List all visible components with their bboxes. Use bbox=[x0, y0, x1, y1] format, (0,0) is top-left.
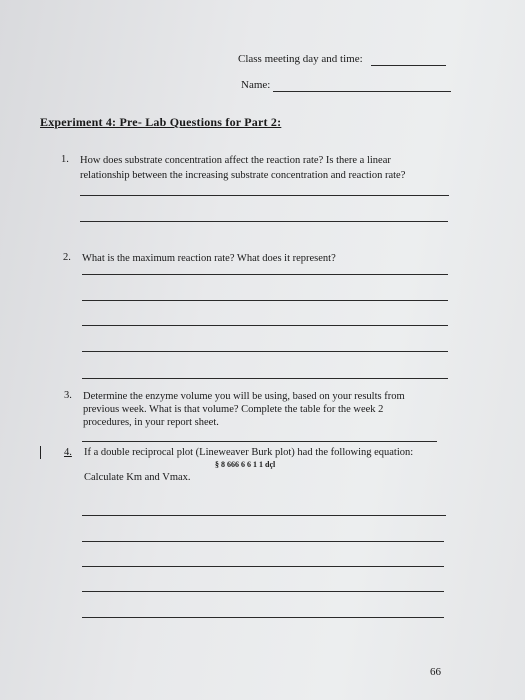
question-1-line-2: relationship between the increasing substrate concentration and reaction rate? bbox=[80, 170, 406, 181]
answer-line[interactable] bbox=[82, 378, 448, 379]
class-meeting-label: Class meeting day and time: bbox=[238, 53, 363, 65]
name-label: Name: bbox=[241, 79, 271, 91]
question-3-line-1: Determine the enzyme volume you will be using, based on your results from bbox=[83, 391, 405, 402]
page-number: 66 bbox=[430, 666, 441, 678]
question-2-line-1: What is the maximum reaction rate? What does it represent? bbox=[82, 253, 336, 264]
page-title: Experiment 4: Pre- Lab Questions for Part 2: bbox=[40, 115, 282, 129]
class-meeting-blank[interactable] bbox=[371, 65, 446, 66]
question-4-line-1: If a double reciprocal plot (Lineweaver Burk plot) had the following equation: bbox=[84, 447, 414, 458]
answer-line[interactable] bbox=[80, 221, 448, 222]
answer-line[interactable] bbox=[82, 300, 448, 301]
answer-line[interactable] bbox=[82, 541, 444, 542]
answer-line[interactable] bbox=[82, 441, 437, 442]
answer-line[interactable] bbox=[82, 591, 444, 592]
question-1-number: 1. bbox=[61, 154, 69, 165]
margin-mark bbox=[40, 446, 41, 459]
answer-line[interactable] bbox=[82, 351, 448, 352]
question-3-line-2: previous week. What is that volume? Complete the table for the week 2 bbox=[83, 404, 384, 415]
question-2-number: 2. bbox=[63, 252, 71, 263]
question-3-number: 3. bbox=[64, 390, 72, 401]
answer-line[interactable] bbox=[80, 195, 449, 196]
question-4-equation: § 8 666 6 6 1 1 dçl bbox=[215, 460, 276, 469]
question-1-line-1: How does substrate concentration affect the reaction rate? Is there a linear bbox=[80, 155, 391, 166]
name-blank[interactable] bbox=[273, 91, 451, 92]
question-4-line-3: Calculate Km and Vmax. bbox=[84, 472, 191, 483]
answer-line[interactable] bbox=[82, 617, 444, 618]
answer-line[interactable] bbox=[82, 515, 446, 516]
question-4-number: 4. bbox=[64, 447, 72, 458]
answer-line[interactable] bbox=[82, 325, 448, 326]
question-3-line-3: procedures, in your report sheet. bbox=[83, 417, 219, 428]
answer-line[interactable] bbox=[82, 274, 448, 275]
answer-line[interactable] bbox=[82, 566, 444, 567]
